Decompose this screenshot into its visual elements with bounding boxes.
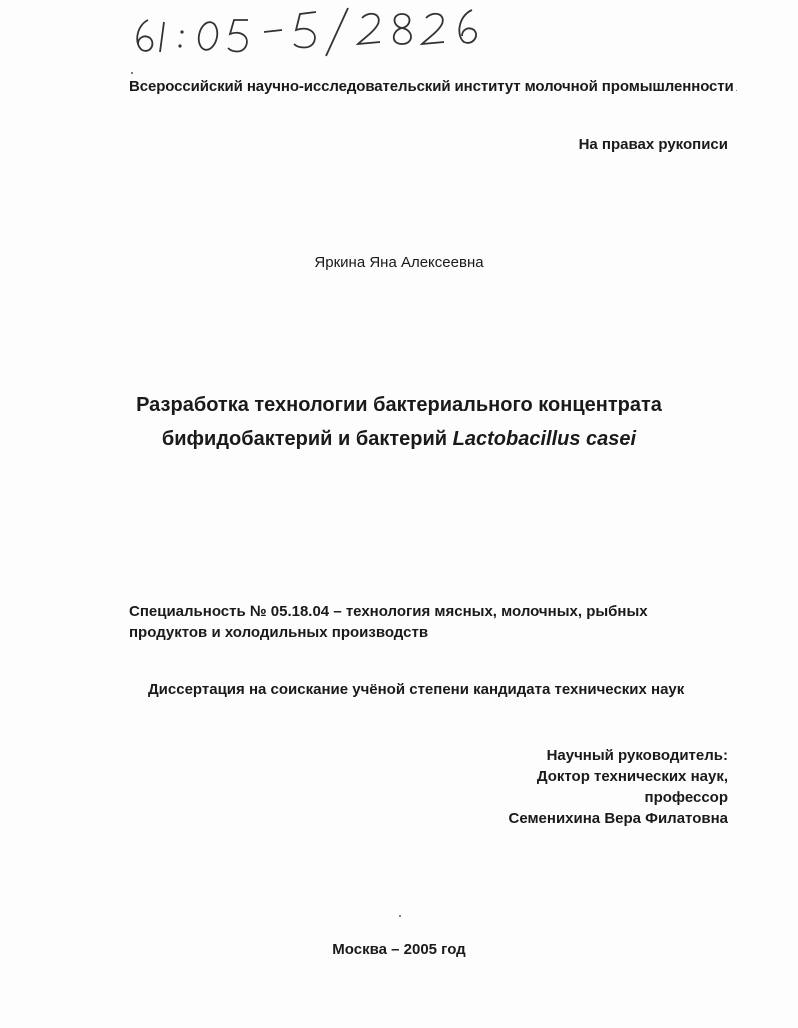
scan-speck	[131, 72, 133, 74]
advisor-name: Семенихина Вера Филатовна	[508, 810, 728, 827]
title-line-1: Разработка технологии бактериального концентрата	[136, 394, 662, 416]
advisor-title: профессор	[644, 789, 728, 806]
degree-line: Диссертация на соискание учёной степени кандидата технических наук	[148, 681, 685, 698]
title-latin-species: Lactobacillus casei	[452, 428, 637, 450]
institute-name: Всероссийский научно-исследовательский институт молочной промышленности	[129, 78, 734, 95]
advisor-label: Научный руководитель:	[546, 747, 728, 764]
dissertation-title	[0, 388, 798, 456]
handwritten-catalog-code	[130, 0, 490, 62]
advisor-degree: Доктор технических наук,	[536, 768, 728, 785]
scientific-advisor	[508, 745, 728, 829]
specialty-line: Специальность № 05.18.04 – технология мясных, молочных, рыбных продуктов и холодильных производств	[129, 603, 648, 641]
title-line-2	[0, 422, 798, 456]
scan-speck	[736, 90, 737, 91]
title-line-2-prefix: бифидобактерий и бактерий	[161, 428, 448, 450]
author-name: Яркина Яна Алексеевна	[314, 254, 484, 271]
scan-speck	[399, 915, 401, 917]
manuscript-rights-note: На правах рукописи	[578, 136, 728, 153]
city-and-year: Москва – 2005 год	[332, 941, 466, 958]
